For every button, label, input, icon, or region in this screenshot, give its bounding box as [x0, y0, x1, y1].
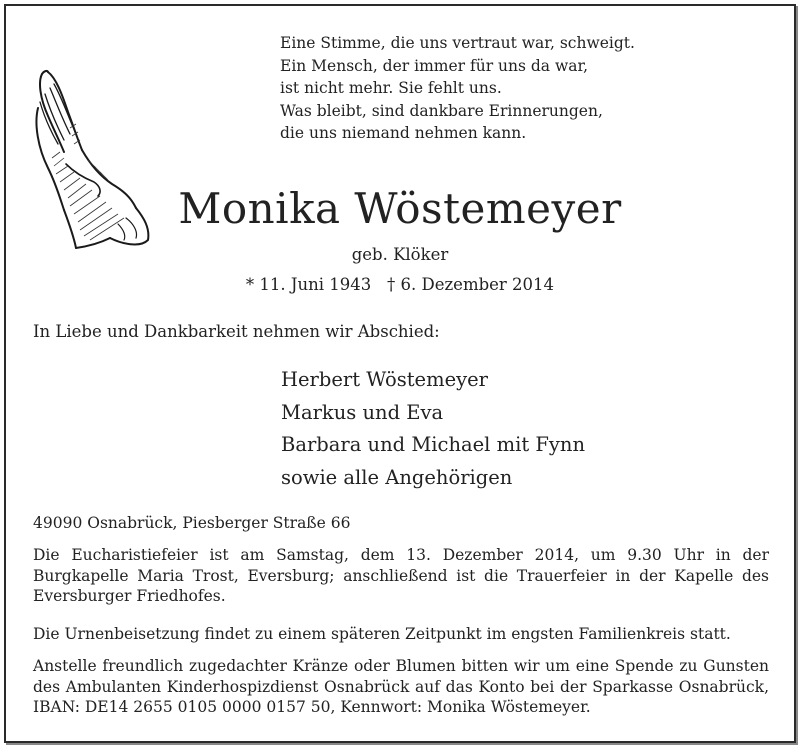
mourners-list [281, 364, 585, 494]
life-dates: * 11. Juni 1943 † 6. Dezember 2014 [245, 275, 555, 294]
poem-line: Was bleibt, sind dankbare Erinnerungen, [280, 101, 603, 120]
birth-name: geb. Klöker [351, 245, 449, 264]
deceased-name: Monika Wöstemeyer [178, 184, 622, 233]
poem-line: Eine Stimme, die uns vertraut war, schweigt. [280, 34, 635, 52]
mourner: Herbert Wöstemeyer [281, 368, 488, 391]
poem [280, 32, 635, 145]
urn-paragraph: Die Urnenbeisetzung findet zu einem späteren Zeitpunkt im engsten Familienkreis statt. [33, 625, 731, 643]
farewell-intro: In Liebe und Dankbarkeit nehmen wir Abschied: [33, 322, 440, 341]
mourner: Barbara und Michael mit Fynn [281, 433, 586, 456]
mourner: Markus und Eva [281, 400, 444, 424]
mourner: sowie alle Angehörigen [281, 465, 513, 489]
poem-line: Ein Mensch, der immer für uns da war, [280, 56, 589, 75]
family-address: 49090 Osnabrück, Piesberger Straße 66 [33, 514, 351, 532]
service-paragraph: Die Eucharistiefeier ist am Samstag, dem 13. Dezember 2014, um 9.30 Uhr in der Burgkapelle Maria Trost, Eversburg; anschließend ist die Trauerfeier in der Kapelle des Eversburger Friedhofes. [33, 546, 769, 605]
donation-paragraph: Anstelle freundlich zugedachter Kränze oder Blumen bitten wir um eine Spende zu Gunsten des Ambulanten Kinderhospizdienst Osnabrück auf das Konto bei der Sparkasse Osnabrück, IBAN: DE14 2655 0105 0000 0157 50, Kennwort: Monika Wöstemeyer. [33, 657, 769, 716]
poem-line: die uns niemand nehmen kann. [280, 124, 527, 142]
poem-line: ist nicht mehr. Sie fehlt uns. [280, 79, 502, 97]
